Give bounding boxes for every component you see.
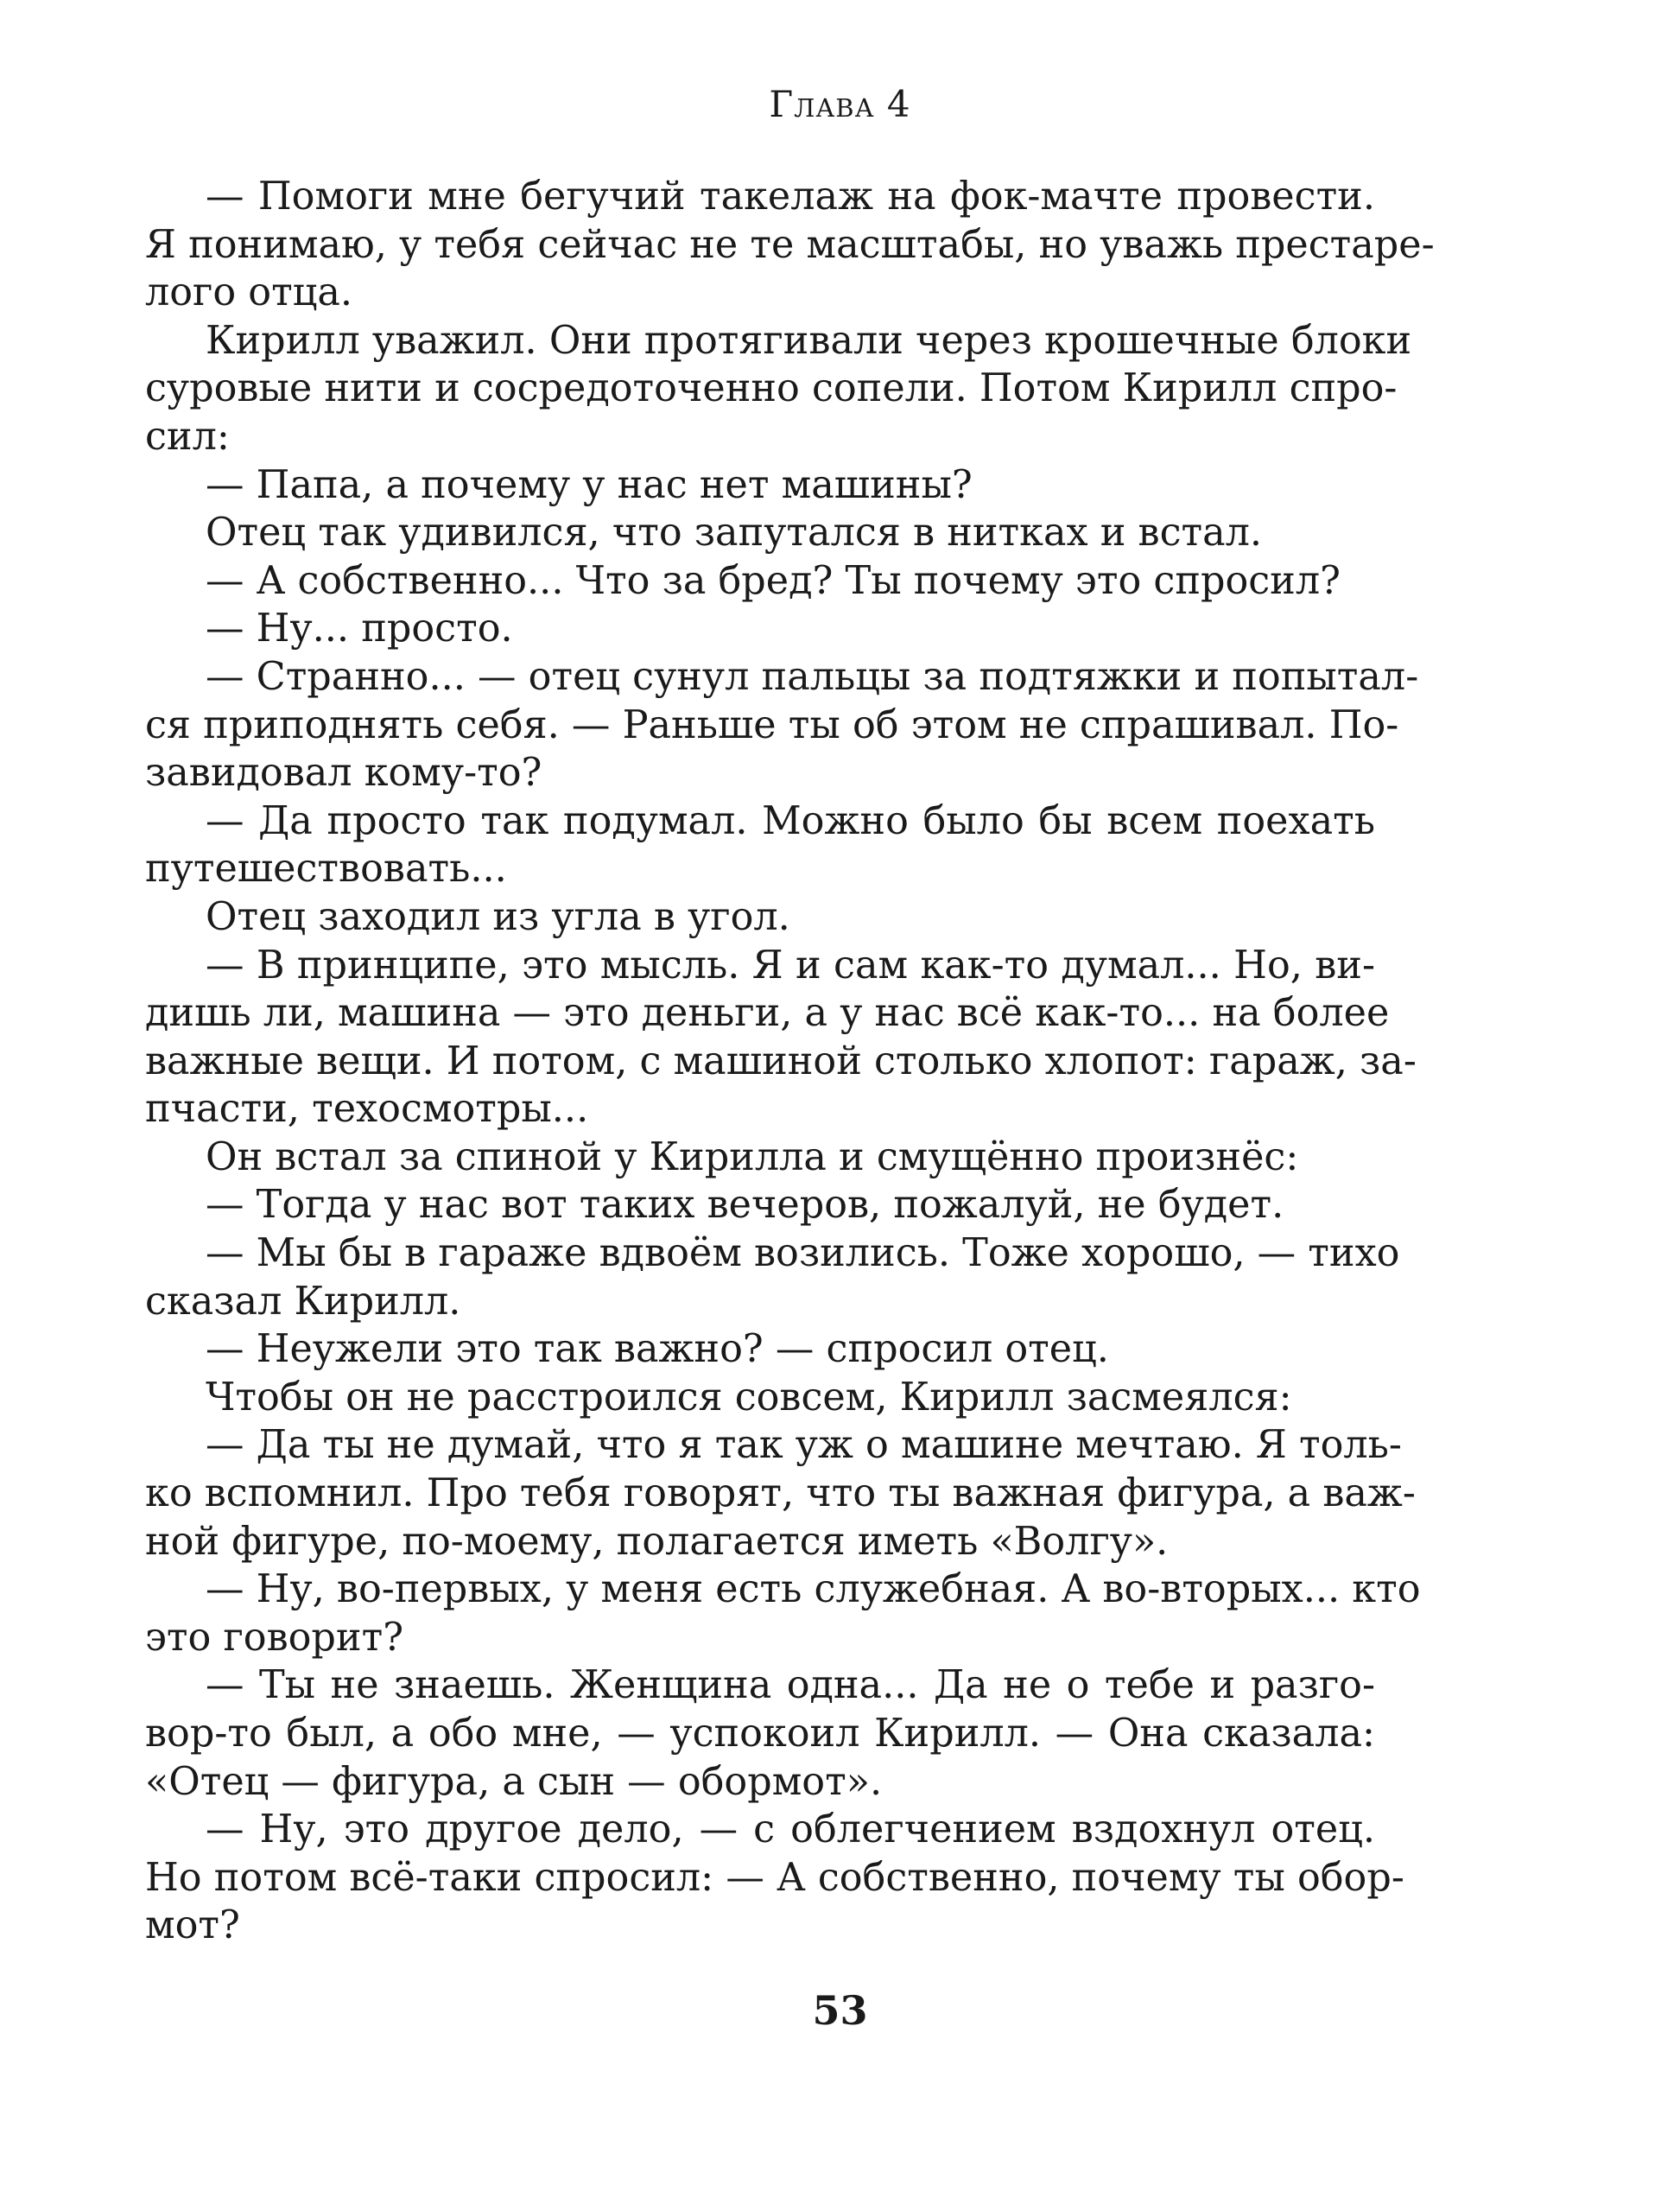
text-line: сказал Кирилл. (145, 1279, 461, 1324)
text-line: — Тогда у нас вот таких вечеров, пожалуй, не будет. (206, 1183, 1284, 1228)
text-line: — Да ты не думай, что я так уж о машине мечтаю. Я толь- (206, 1423, 1402, 1468)
text-line: — Ты не знаешь. Женщина одна... Да не о тебе и разго- (206, 1663, 1375, 1708)
page-number: 53 (812, 1987, 868, 2034)
running-head: Глава 4 (769, 83, 911, 125)
text-line: — Да просто так подумал. Можно было бы всем поехать (206, 798, 1375, 843)
body-text (145, 173, 1435, 1950)
text-line: пчасти, техосмотры... (145, 1087, 589, 1132)
text-line: мот? (145, 1903, 240, 1948)
text-line: — Ну, во-первых, у меня есть служебная. А во-вторых... кто (206, 1567, 1421, 1612)
text-line: — Ну... просто. (206, 607, 513, 651)
text-line: ко вспомнил. Про тебя говорят, что ты важная фигура, а важ- (145, 1471, 1416, 1516)
text-line: завидовал кому-то? (145, 751, 542, 796)
text-line: ся приподнять себя. — Раньше ты об этом не спрашивал. По- (145, 702, 1399, 747)
text-line: — В принципе, это мысль. Я и сам как-то думал... Но, ви- (206, 943, 1375, 988)
text-line: Отец заходил из угла в угол. (206, 894, 790, 939)
text-line: Чтобы он не расстроился совсем, Кирилл засмеялся: (206, 1375, 1292, 1420)
text-line: — Папа, а почему у нас нет машины? (206, 462, 973, 507)
text-line: суровые нити и сосредоточенно сопели. Потом Кирилл спро- (145, 366, 1398, 411)
text-line: сил: (145, 414, 230, 459)
text-line: Но потом всё-таки спросил: — А собственно, почему ты обор- (145, 1855, 1404, 1900)
text-line: «Отец — фигура, а сын — обормот». (145, 1759, 883, 1804)
text-line: — А собственно... Что за бред? Ты почему это спросил? (206, 558, 1341, 603)
text-line: важные вещи. И потом, с машиной столько хлопот: гараж, за- (145, 1039, 1417, 1083)
text-line: — Мы бы в гараже вдвоём возились. Тоже хорошо, — тихо (206, 1231, 1400, 1276)
text-line: лого отца. (145, 270, 353, 315)
text-line: — Помоги мне бегучий такелаж на фок-мачте провести. (206, 175, 1375, 219)
text-line: вор-то был, а обо мне, — успокоил Кирилл. — Она сказала: (145, 1712, 1375, 1756)
text-line: дишь ли, машина — это деньги, а у нас всё как-то... на более (145, 991, 1390, 1036)
text-line: Отец так удивился, что запутался в нитках и встал. (206, 511, 1263, 556)
text-line: — Ну, это другое дело, — с облегчением вздохнул отец. (206, 1807, 1375, 1852)
text-line: путешествовать... (145, 847, 507, 892)
text-line: Он встал за спиной у Кирилла и смущённо произнёс: (206, 1134, 1299, 1179)
text-line: ной фигуре, по-моему, полагается иметь «Волгу». (145, 1519, 1169, 1564)
text-line: Я понимаю, у тебя сейчас не те масштабы, но уважь престаре- (145, 222, 1435, 267)
text-line: — Странно... — отец сунул пальцы за подтяжки и попытал- (206, 654, 1419, 699)
text-line: Кирилл уважил. Они протягивали через крошечные блоки (206, 318, 1412, 363)
text-line: это говорит? (145, 1615, 404, 1660)
text-line: — Неужели это так важно? — спросил отец. (206, 1327, 1109, 1372)
